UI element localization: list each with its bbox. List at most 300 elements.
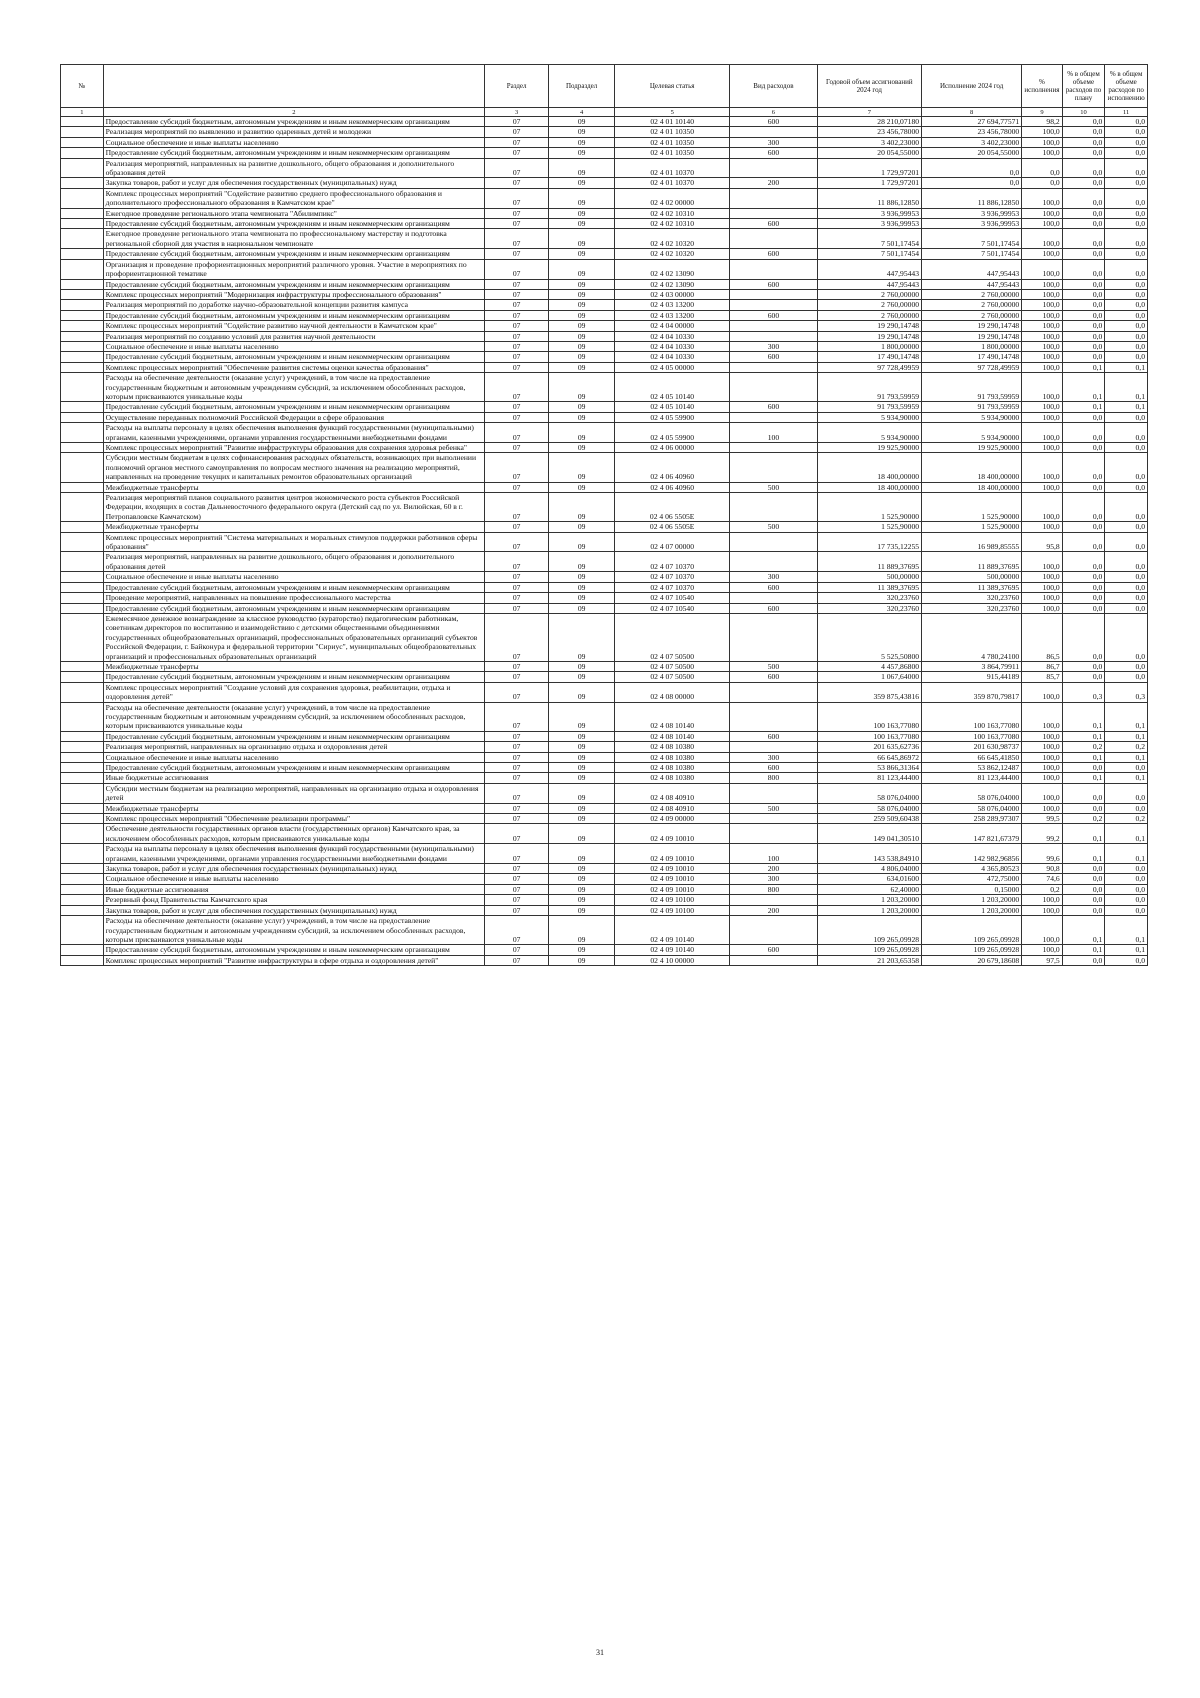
row-podrazdel: 09 (549, 423, 615, 443)
row-fact: 81 123,44400 (922, 773, 1022, 783)
table-row (61, 453, 1148, 482)
row-number (61, 229, 104, 249)
row-plan: 17 735,12255 (817, 532, 921, 552)
row-podrazdel: 09 (549, 945, 615, 955)
row-target-article: 02 4 08 10380 (615, 763, 730, 773)
table-row (61, 905, 1148, 915)
row-name: Комплекс процессных мероприятий "Модернизация инфраструктуры профессионального образования" (103, 289, 485, 299)
table-row (61, 824, 1148, 844)
row-share-fact: 0,0 (1105, 321, 1148, 331)
row-share-plan: 0,0 (1062, 178, 1105, 188)
row-fact: 109 265,09928 (922, 916, 1022, 945)
header-share-fact: % в общем объеме расходов по исполнению (1105, 65, 1148, 108)
row-fact: 3 864,79911 (922, 661, 1022, 671)
row-razdel: 07 (485, 783, 549, 803)
row-percent: 100,0 (1022, 603, 1062, 613)
row-number (61, 552, 104, 572)
row-share-fact: 0,0 (1105, 208, 1148, 218)
row-expense-type: 600 (730, 249, 817, 259)
row-plan: 17 490,14748 (817, 352, 921, 362)
row-podrazdel: 09 (549, 682, 615, 702)
row-target-article: 02 4 01 10370 (615, 178, 730, 188)
row-razdel: 07 (485, 219, 549, 229)
row-name: Социальное обеспечение и иные выплаты населению (103, 874, 485, 884)
table-row (61, 482, 1148, 492)
row-share-plan: 0,1 (1062, 362, 1105, 372)
row-share-plan: 0,2 (1062, 814, 1105, 824)
row-fact: 5 934,90000 (922, 423, 1022, 443)
row-share-fact: 0,0 (1105, 493, 1148, 522)
row-name: Предоставление субсидий бюджетным, автономным учреждениям и иным некоммерческим организациям (103, 310, 485, 320)
row-plan: 500,00000 (817, 572, 921, 582)
row-fact: 2 760,00000 (922, 310, 1022, 320)
row-number (61, 117, 104, 127)
row-target-article: 02 4 05 59900 (615, 423, 730, 443)
row-expense-type (730, 814, 817, 824)
row-percent: 100,0 (1022, 803, 1062, 813)
row-share-plan: 0,0 (1062, 148, 1105, 158)
row-share-fact: 0,0 (1105, 572, 1148, 582)
row-target-article: 02 4 09 10010 (615, 884, 730, 894)
row-podrazdel: 09 (549, 279, 615, 289)
row-target-article: 02 4 08 10380 (615, 742, 730, 752)
row-number (61, 874, 104, 884)
row-share-plan: 0,0 (1062, 552, 1105, 572)
table-row (61, 412, 1148, 422)
row-plan: 53 866,31364 (817, 763, 921, 773)
row-plan: 91 793,59959 (817, 373, 921, 402)
table-row (61, 352, 1148, 362)
row-name: Субсидии местным бюджетам на реализацию мероприятий, направленных на организацию отдыха и оздоровления детей (103, 783, 485, 803)
row-target-article: 02 4 07 10540 (615, 603, 730, 613)
row-share-fact: 0,0 (1105, 803, 1148, 813)
row-plan: 2 760,00000 (817, 289, 921, 299)
row-fact: 97 728,49959 (922, 362, 1022, 372)
row-name: Комплекс процессных мероприятий "Развитие инфраструктуры в сфере отдыха и оздоровления детей" (103, 955, 485, 965)
row-expense-type: 600 (730, 945, 817, 955)
row-fact: 472,75000 (922, 874, 1022, 884)
row-percent: 86,7 (1022, 661, 1062, 671)
row-fact: 2 760,00000 (922, 289, 1022, 299)
row-fact: 109 265,09928 (922, 945, 1022, 955)
row-razdel: 07 (485, 603, 549, 613)
row-name: Предоставление субсидий бюджетным, автономным учреждениям и иным некоммерческим организациям (103, 402, 485, 412)
row-target-article: 02 4 01 10140 (615, 117, 730, 127)
row-target-article: 02 4 04 10330 (615, 341, 730, 351)
row-share-plan: 0,1 (1062, 402, 1105, 412)
row-podrazdel: 09 (549, 148, 615, 158)
row-share-fact: 0,0 (1105, 219, 1148, 229)
row-plan: 447,95443 (817, 259, 921, 279)
row-number (61, 864, 104, 874)
header-podrazdel: Подраздел (549, 65, 615, 108)
row-plan: 11 389,37695 (817, 582, 921, 592)
row-podrazdel: 09 (549, 895, 615, 905)
row-target-article: 02 4 07 50500 (615, 661, 730, 671)
row-target-article: 02 4 02 10320 (615, 249, 730, 259)
row-plan: 18 400,00000 (817, 453, 921, 482)
table-row (61, 864, 1148, 874)
row-podrazdel: 09 (549, 443, 615, 453)
table-row (61, 300, 1148, 310)
table-row (61, 249, 1148, 259)
row-target-article: 02 4 06 5505Е (615, 493, 730, 522)
row-share-fact: 0,1 (1105, 945, 1148, 955)
row-target-article: 02 4 05 00000 (615, 362, 730, 372)
row-fact: 19 290,14748 (922, 331, 1022, 341)
row-number (61, 803, 104, 813)
row-percent: 100,0 (1022, 352, 1062, 362)
row-target-article: 02 4 02 10310 (615, 208, 730, 218)
table-body (61, 117, 1148, 966)
row-razdel: 07 (485, 300, 549, 310)
row-podrazdel: 09 (549, 613, 615, 661)
table-row (61, 362, 1148, 372)
row-share-fact: 0,0 (1105, 884, 1148, 894)
row-share-fact: 0,0 (1105, 783, 1148, 803)
row-number (61, 844, 104, 864)
row-share-fact: 0,1 (1105, 362, 1148, 372)
row-percent: 100,0 (1022, 362, 1062, 372)
row-percent: 100,0 (1022, 300, 1062, 310)
table-row (61, 522, 1148, 532)
row-podrazdel: 09 (549, 341, 615, 351)
table-row (61, 884, 1148, 894)
row-percent: 100,0 (1022, 127, 1062, 137)
row-expense-type (730, 443, 817, 453)
colnum: 1 (61, 108, 104, 117)
row-expense-type: 800 (730, 884, 817, 894)
row-fact: 147 821,67379 (922, 824, 1022, 844)
row-expense-type (730, 532, 817, 552)
row-share-plan: 0,0 (1062, 672, 1105, 682)
row-fact: 91 793,59959 (922, 373, 1022, 402)
table-row (61, 672, 1148, 682)
row-podrazdel: 09 (549, 593, 615, 603)
row-plan: 100 163,77080 (817, 731, 921, 741)
row-percent: 85,7 (1022, 672, 1062, 682)
row-target-article: 02 4 09 10140 (615, 945, 730, 955)
row-share-fact: 0,0 (1105, 955, 1148, 965)
row-plan: 5 934,90000 (817, 423, 921, 443)
row-razdel: 07 (485, 803, 549, 813)
row-fact: 91 793,59959 (922, 402, 1022, 412)
table-header-row (61, 65, 1148, 108)
row-expense-type (730, 783, 817, 803)
row-share-fact: 0,0 (1105, 443, 1148, 453)
row-percent: 100,0 (1022, 453, 1062, 482)
row-fact: 19 925,90000 (922, 443, 1022, 453)
row-podrazdel: 09 (549, 572, 615, 582)
row-target-article: 02 4 07 10370 (615, 552, 730, 572)
row-name: Расходы на выплаты персоналу в целях обеспечения выполнения функций государственными (муниципальными) органами, казенными учреждениями, органами управления государственными внебюджетными фондами (103, 844, 485, 864)
row-plan: 19 925,90000 (817, 443, 921, 453)
row-expense-type: 300 (730, 137, 817, 147)
row-share-fact: 0,1 (1105, 731, 1148, 741)
row-percent: 100,0 (1022, 593, 1062, 603)
table-row (61, 773, 1148, 783)
row-name: Межбюджетные трансферты (103, 803, 485, 813)
row-expense-type: 500 (730, 522, 817, 532)
table-row (61, 188, 1148, 208)
row-name: Комплекс процессных мероприятий "Содействие развитию научной деятельности в Камчатском крае" (103, 321, 485, 331)
row-number (61, 824, 104, 844)
table-row (61, 661, 1148, 671)
row-target-article: 02 4 06 00000 (615, 443, 730, 453)
row-name: Ежемесячное денежное вознаграждение за классное руководство (кураторство) педагогическим работникам, советникам директоров по воспитанию и взаимодействию с детскими общественными объединениями государственных общеобразовательных организаций, профессиональных образовательных организаций субъектов Российской Федерации, г. Байконура и федеральной территории "Сириус", муниципальных общеобразовательных организаций и профессиональных образовательных организаций (103, 613, 485, 661)
row-fact: 1 203,20000 (922, 905, 1022, 915)
row-percent: 98,2 (1022, 117, 1062, 127)
header-vr: Вид расходов (730, 65, 817, 108)
colnum: 9 (1022, 108, 1062, 117)
table-row (61, 423, 1148, 443)
row-number (61, 532, 104, 552)
row-fact: 447,95443 (922, 259, 1022, 279)
row-percent: 100,0 (1022, 310, 1062, 320)
row-podrazdel: 09 (549, 522, 615, 532)
row-target-article: 02 4 09 10010 (615, 824, 730, 844)
row-number (61, 763, 104, 773)
row-plan: 1 729,97201 (817, 158, 921, 178)
table-row (61, 321, 1148, 331)
row-podrazdel: 09 (549, 453, 615, 482)
row-name: Предоставление субсидий бюджетным, автономным учреждениям и иным некоммерческим организациям (103, 279, 485, 289)
row-share-fact: 0,1 (1105, 844, 1148, 864)
colnum: 10 (1062, 108, 1105, 117)
row-podrazdel: 09 (549, 783, 615, 803)
row-share-fact: 0,0 (1105, 300, 1148, 310)
row-expense-type (730, 552, 817, 572)
row-share-fact: 0,0 (1105, 423, 1148, 443)
row-number (61, 731, 104, 741)
row-share-plan: 0,0 (1062, 453, 1105, 482)
row-target-article: 02 4 07 50500 (615, 613, 730, 661)
row-podrazdel: 09 (549, 702, 615, 731)
row-podrazdel: 09 (549, 178, 615, 188)
colnum: 8 (922, 108, 1022, 117)
row-name: Закупка товаров, работ и услуг для обеспечения государственных (муниципальных) нужд (103, 905, 485, 915)
row-podrazdel: 09 (549, 117, 615, 127)
row-fact: 0,0 (922, 178, 1022, 188)
row-fact: 7 501,17454 (922, 229, 1022, 249)
row-podrazdel: 09 (549, 955, 615, 965)
row-podrazdel: 09 (549, 582, 615, 592)
row-fact: 11 889,37695 (922, 552, 1022, 572)
row-podrazdel: 09 (549, 742, 615, 752)
table-row (61, 763, 1148, 773)
row-target-article: 02 4 09 10100 (615, 895, 730, 905)
row-podrazdel: 09 (549, 373, 615, 402)
row-target-article: 02 4 04 00000 (615, 321, 730, 331)
row-target-article: 02 4 01 10350 (615, 127, 730, 137)
row-expense-type: 300 (730, 341, 817, 351)
row-number (61, 373, 104, 402)
row-podrazdel: 09 (549, 763, 615, 773)
header-plan: Годовой объем ассигнований 2024 год (817, 65, 921, 108)
row-share-plan: 0,0 (1062, 137, 1105, 147)
row-percent: 100,0 (1022, 731, 1062, 741)
row-target-article: 02 4 02 00000 (615, 188, 730, 208)
row-name: Организация и проведение профориентационных мероприятий различного уровня. Участие в мероприятиях по профориентационной тематике (103, 259, 485, 279)
row-name: Резервный фонд Правительства Камчатского края (103, 895, 485, 905)
row-name: Комплекс процессных мероприятий "Содействие развитию среднего профессионального образования и дополнительного профессионального образования в Камчатском крае" (103, 188, 485, 208)
row-razdel: 07 (485, 310, 549, 320)
row-razdel: 07 (485, 773, 549, 783)
row-share-plan: 0,1 (1062, 752, 1105, 762)
row-share-fact: 0,0 (1105, 874, 1148, 884)
row-expense-type (730, 613, 817, 661)
row-podrazdel: 09 (549, 752, 615, 762)
row-target-article: 02 4 05 10140 (615, 373, 730, 402)
row-razdel: 07 (485, 763, 549, 773)
row-podrazdel: 09 (549, 259, 615, 279)
row-share-fact: 0,0 (1105, 127, 1148, 137)
row-percent: 100,0 (1022, 249, 1062, 259)
row-name: Расходы на выплаты персоналу в целях обеспечения выполнения функций государственными (муниципальными) органами, казенными учреждениями, органами управления государственными внебюджетными фондами (103, 423, 485, 443)
row-fact: 915,44189 (922, 672, 1022, 682)
header-num: № (61, 65, 104, 108)
row-number (61, 582, 104, 592)
row-number (61, 331, 104, 341)
table-row (61, 532, 1148, 552)
row-plan: 91 793,59959 (817, 402, 921, 412)
row-percent: 100,0 (1022, 188, 1062, 208)
table-row (61, 279, 1148, 289)
colnum: 11 (1105, 108, 1148, 117)
row-name: Предоставление субсидий бюджетным, автономным учреждениям и иным некоммерческим организациям (103, 945, 485, 955)
row-name: Комплекс процессных мероприятий "Обеспечение развития системы оценки качества образования" (103, 362, 485, 372)
row-razdel: 07 (485, 945, 549, 955)
row-razdel: 07 (485, 321, 549, 331)
row-fact: 201 630,98737 (922, 742, 1022, 752)
row-podrazdel: 09 (549, 905, 615, 915)
header-pct: % исполнения (1022, 65, 1062, 108)
row-target-article: 02 4 05 10140 (615, 402, 730, 412)
row-plan: 2 760,00000 (817, 310, 921, 320)
row-expense-type: 600 (730, 672, 817, 682)
table-row (61, 443, 1148, 453)
row-razdel: 07 (485, 552, 549, 572)
row-fact: 359 870,79817 (922, 682, 1022, 702)
row-expense-type: 200 (730, 178, 817, 188)
row-share-fact: 0,0 (1105, 341, 1148, 351)
row-share-plan: 0,0 (1062, 117, 1105, 127)
row-share-plan: 0,0 (1062, 321, 1105, 331)
table-row (61, 158, 1148, 178)
row-podrazdel: 09 (549, 412, 615, 422)
row-expense-type (730, 824, 817, 844)
row-percent: 100,0 (1022, 945, 1062, 955)
row-percent: 100,0 (1022, 905, 1062, 915)
row-plan: 58 076,04000 (817, 803, 921, 813)
row-fact: 100 163,77080 (922, 731, 1022, 741)
table-row (61, 289, 1148, 299)
row-target-article: 02 4 09 10010 (615, 874, 730, 884)
table-row (61, 731, 1148, 741)
row-name: Проведение мероприятий, направленных на повышение профессионального мастерства (103, 593, 485, 603)
row-share-plan: 0,0 (1062, 783, 1105, 803)
row-name: Предоставление субсидий бюджетным, автономным учреждениям и иным некоммерческим организациям (103, 219, 485, 229)
row-share-plan: 0,0 (1062, 572, 1105, 582)
row-percent: 100,0 (1022, 321, 1062, 331)
row-share-fact: 0,0 (1105, 412, 1148, 422)
row-name: Ежегодное проведение регионального этапа чемпионата "Абилимпикс" (103, 208, 485, 218)
table-row (61, 955, 1148, 965)
row-share-plan: 0,0 (1062, 905, 1105, 915)
row-fact: 1 800,00000 (922, 341, 1022, 351)
row-percent: 100,0 (1022, 582, 1062, 592)
row-number (61, 402, 104, 412)
row-percent: 100,0 (1022, 373, 1062, 402)
row-expense-type (730, 331, 817, 341)
row-number (61, 137, 104, 147)
row-number (61, 773, 104, 783)
row-podrazdel: 09 (549, 127, 615, 137)
row-name: Закупка товаров, работ и услуг для обеспечения государственных (муниципальных) нужд (103, 178, 485, 188)
row-share-fact: 0,0 (1105, 259, 1148, 279)
row-razdel: 07 (485, 412, 549, 422)
row-number (61, 188, 104, 208)
row-expense-type (730, 493, 817, 522)
row-fact: 0,0 (922, 158, 1022, 178)
row-percent: 99,5 (1022, 814, 1062, 824)
budget-execution-table (60, 64, 1148, 966)
row-share-plan: 0,0 (1062, 423, 1105, 443)
row-target-article: 02 4 02 10320 (615, 229, 730, 249)
table-row (61, 572, 1148, 582)
row-target-article: 02 4 02 13090 (615, 279, 730, 289)
row-plan: 1 525,90000 (817, 493, 921, 522)
colnum: 4 (549, 108, 615, 117)
row-name: Социальное обеспечение и иные выплаты населению (103, 572, 485, 582)
row-expense-type: 600 (730, 279, 817, 289)
row-razdel: 07 (485, 158, 549, 178)
row-name: Обеспечение деятельности государственных органов власти (государственных органов) Камчатского края, за исключением обособленных расходов, которым присваиваются уникальные коды (103, 824, 485, 844)
row-razdel: 07 (485, 208, 549, 218)
row-share-plan: 0,0 (1062, 582, 1105, 592)
row-number (61, 259, 104, 279)
row-target-article: 02 4 08 10140 (615, 702, 730, 731)
row-share-plan: 0,1 (1062, 731, 1105, 741)
row-share-plan: 0,0 (1062, 300, 1105, 310)
row-plan: 100 163,77080 (817, 702, 921, 731)
row-percent: 100,0 (1022, 783, 1062, 803)
row-percent: 100,0 (1022, 702, 1062, 731)
row-percent: 100,0 (1022, 331, 1062, 341)
colnum: 7 (817, 108, 921, 117)
row-percent: 100,0 (1022, 208, 1062, 218)
row-percent: 100,0 (1022, 752, 1062, 762)
row-razdel: 07 (485, 341, 549, 351)
row-share-plan: 0,0 (1062, 593, 1105, 603)
row-razdel: 07 (485, 593, 549, 603)
header-fact: Исполнение 2024 год (922, 65, 1022, 108)
row-plan: 3 936,99953 (817, 208, 921, 218)
row-percent: 0,0 (1022, 158, 1062, 178)
row-share-plan: 0,0 (1062, 955, 1105, 965)
row-share-fact: 0,1 (1105, 916, 1148, 945)
row-fact: 5 934,90000 (922, 412, 1022, 422)
row-expense-type (730, 593, 817, 603)
row-podrazdel: 09 (549, 803, 615, 813)
table-row (61, 702, 1148, 731)
row-expense-type: 600 (730, 310, 817, 320)
table-row (61, 259, 1148, 279)
row-plan: 7 501,17454 (817, 249, 921, 259)
row-razdel: 07 (485, 423, 549, 443)
row-percent: 100,0 (1022, 522, 1062, 532)
row-percent: 100,0 (1022, 289, 1062, 299)
